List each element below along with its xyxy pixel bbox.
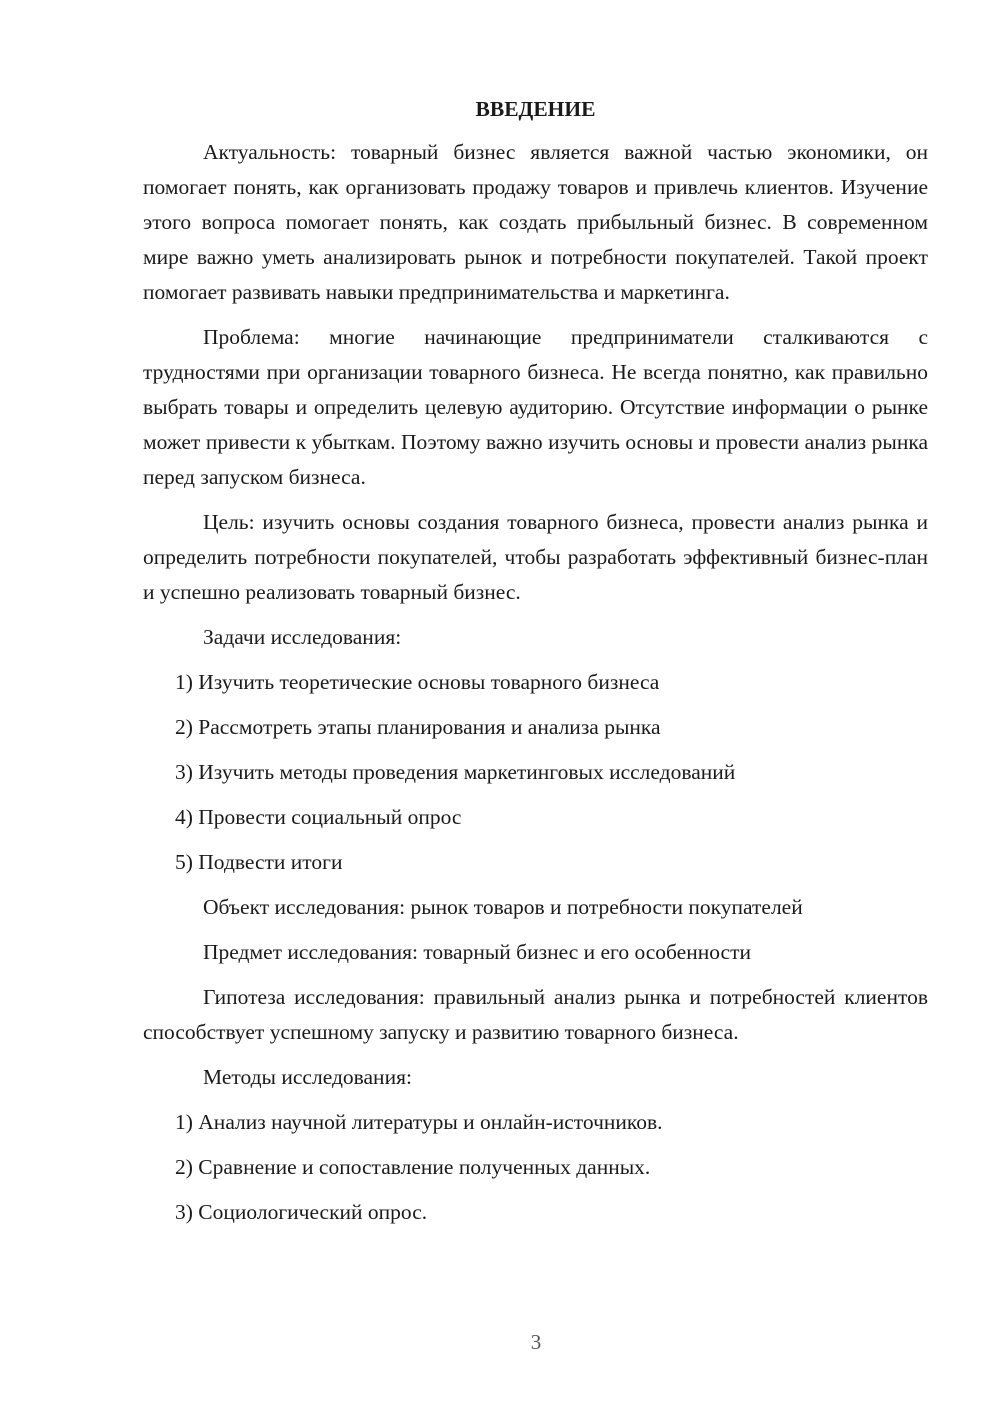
document-title: ВВЕДЕНИЕ [475,97,596,121]
problem-paragraph: Проблема: многие начинающие предприниматели сталкиваются с трудностями при организации товарного бизнеса. Не всегда понятно, как правильно выбрать товары и определить целевую аудиторию. Отсутствие информации о рынке может привести к убыткам. Поэтому важно изучить основы и провести анализ рынка перед запуском бизнеса. [143,325,928,489]
document-page [143,92,928,1240]
task-item: 2) Рассмотреть этапы планирования и анализа рынка [175,715,661,739]
goal-paragraph: Цель: изучить основы создания товарного бизнеса, провести анализ рынка и определить потребности покупателей, чтобы разработать эффективный бизнес-план и успешно реализовать товарный бизнес. [143,510,928,604]
method-item: 1) Анализ научной литературы и онлайн-источников. [175,1110,663,1134]
task-item: 4) Провести социальный опрос [175,805,462,829]
relevance-paragraph: Актуальность: товарный бизнес является важной частью экономики, он помогает понять, как организовать продажу товаров и привлечь клиентов. Изучение этого вопроса помогает понять, как создать прибыльный бизнес. В современном мире важно уметь анализировать рынок и потребности покупателей. Такой проект помогает развивать навыки предпринимательства и маркетинга. [143,140,928,304]
subject-paragraph: Предмет исследования: товарный бизнес и его особенности [203,940,751,964]
task-item: 5) Подвести итоги [175,850,343,874]
tasks-heading: Задачи исследования: [203,625,402,649]
methods-heading: Методы исследования: [203,1065,412,1089]
hypothesis-paragraph: Гипотеза исследования: правильный анализ рынка и потребностей клиентов способствует успешному запуску и развитию товарного бизнеса. [143,985,928,1044]
methods-list [143,1105,928,1230]
method-item: 2) Сравнение и сопоставление полученных данных. [175,1155,651,1179]
method-item: 3) Социологический опрос. [175,1200,428,1224]
task-item: 3) Изучить методы проведения маркетинговых исследований [175,760,736,784]
tasks-list [143,665,928,880]
page-number: 3 [530,1330,542,1354]
object-paragraph: Объект исследования: рынок товаров и потребности покупателей [203,895,803,919]
task-item: 1) Изучить теоретические основы товарного бизнеса [175,670,660,694]
